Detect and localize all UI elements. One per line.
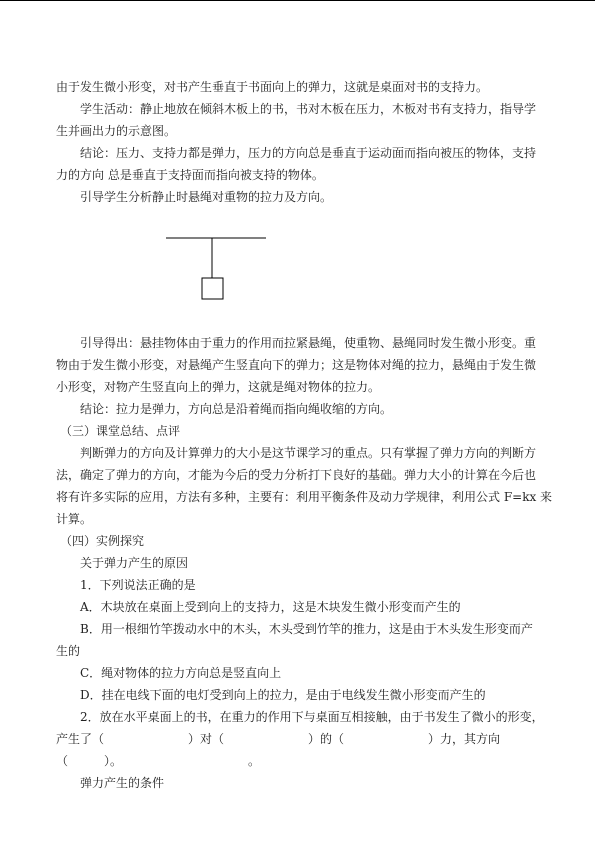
question-1-option-a: A．木块放在桌面上受到向上的支持力，这是木块发生微小形变而产生的 bbox=[80, 600, 461, 614]
question-1-stem: 1．下列说法正确的是 bbox=[80, 578, 196, 592]
subheading-elastic-conditions: 弹力产生的条件 bbox=[80, 776, 165, 790]
paragraph-conclusion-tension: 结论：拉力是弹力，方向总是沿着绳而指向绳收缩的方向。 bbox=[80, 402, 393, 416]
question-2-blanks: 产生了（ ）对（ ）的（ ）力，其方向 bbox=[56, 732, 501, 746]
paragraph-conclusion-pressure: 结论：压力、支持力都是弹力，压力的方向总是垂直于运动面而指向被压的物体，支持 bbox=[80, 146, 537, 160]
paragraph-summary: 判断弹力的方向及计算弹力的大小是这节课学习的重点。只有掌握了弹力方向的判断方 bbox=[80, 446, 537, 460]
question-2-stem: 2．放在水平桌面上的书，在重力的作用下与桌面互相接触，由于书发生了微小的形变， bbox=[80, 710, 544, 724]
question-1-option-c: C．绳对物体的拉力方向总是竖直向上 bbox=[80, 666, 282, 680]
question-1-option-b-cont: 生的 bbox=[56, 644, 81, 658]
paragraph-summary-2: 法，确定了弹力的方向，才能为今后的受力分析打下良好的基础。弹力大小的计算在今后也 bbox=[56, 468, 537, 482]
paragraph-summary-3: 将有许多实际的应用，方法有多种，主要有：利用平衡条件及动力学规律，利用公式 F=kx 来 bbox=[56, 490, 553, 504]
weight-box bbox=[202, 278, 223, 299]
section-heading-examples: （四）实例探究 bbox=[60, 534, 145, 548]
question-2-blanks-cont: （ ）。 。 bbox=[56, 754, 261, 768]
paragraph-guide-result-3: 小形变，对物产生竖直向上的弹力，这就是绳对物体的拉力。 bbox=[56, 380, 381, 394]
paragraph-student-activity: 学生活动：静止地放在倾斜木板上的书，书对木板在压力，木板对书有支持力，指导学 bbox=[80, 102, 537, 116]
subheading-elastic-cause: 关于弹力产生的原因 bbox=[80, 556, 189, 570]
hanging-weight-diagram bbox=[162, 212, 272, 324]
paragraph-summary-4: 计算。 bbox=[56, 512, 93, 526]
section-heading-summary: （三）课堂总结、点评 bbox=[60, 424, 181, 438]
paragraph-student-activity-cont: 生并画出力的示意图。 bbox=[56, 124, 177, 138]
document-body bbox=[56, 76, 553, 794]
paragraph-guide-result-2: 物由于发生微小形变，对悬绳产生竖直向下的弹力；这是物体对绳的拉力，悬绳由于发生微 bbox=[56, 358, 537, 372]
paragraph-conclusion-pressure-cont: 力的方向 总是垂直于支持面而指向被支持的物体。 bbox=[56, 168, 324, 182]
question-1-option-d: D．挂在电线下面的电灯受到向上的拉力，是由于电线发生微小形变而产生的 bbox=[80, 688, 486, 702]
hanging-weight-figure bbox=[56, 212, 543, 324]
paragraph-support-force: 由于发生微小形变，对书产生垂直于书面向上的弹力，这就是桌面对书的支持力。 bbox=[56, 80, 489, 94]
page-top-rule bbox=[0, 0, 595, 1]
question-1-option-b: B．用一根细竹竿拨动水中的木头，木头受到竹竿的推力，这是由于木头发生形变而产 bbox=[80, 622, 533, 636]
paragraph-guide-rope: 引导学生分析静止时悬绳对重物的拉力及方向。 bbox=[80, 190, 333, 204]
paragraph-guide-result: 引导得出：悬挂物体由于重力的作用而拉紧悬绳，使重物、悬绳同时发生微小形变。重 bbox=[80, 336, 537, 350]
